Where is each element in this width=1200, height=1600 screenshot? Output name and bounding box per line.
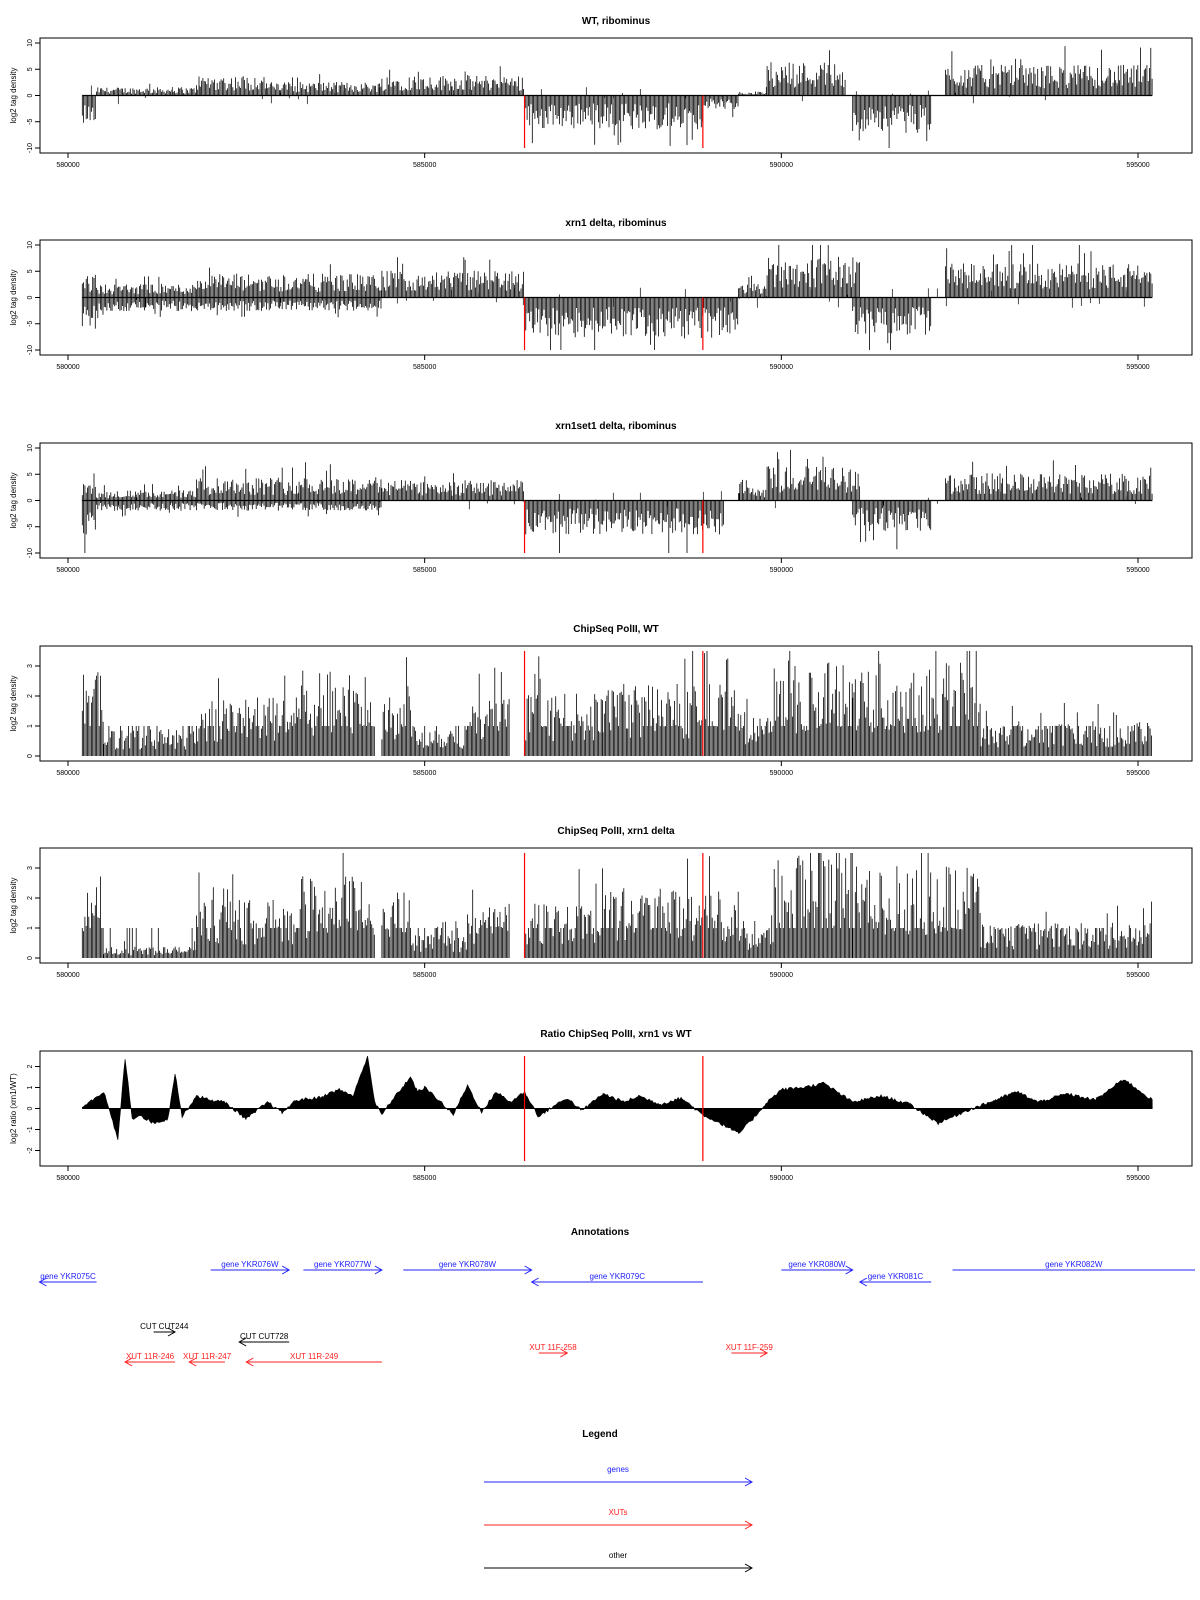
y-tick-label: 0	[27, 498, 34, 503]
x-tick-label: 580000	[56, 162, 80, 169]
y-tick-label: 10	[27, 39, 34, 47]
signal-segment	[196, 501, 381, 517]
x-tick-label: 595000	[1126, 567, 1150, 574]
feature-label: XUT 11R-246	[125, 1352, 175, 1361]
feature-label: gene YKR080W	[788, 1260, 846, 1269]
signal-segment	[82, 501, 95, 554]
y-tick-label: 0	[27, 754, 34, 758]
annotation-feature	[211, 1260, 289, 1274]
signal-segment	[97, 276, 196, 297]
y-tick-label: -5	[27, 320, 34, 327]
signal-segment	[196, 76, 266, 95]
signal-segment	[981, 703, 1151, 756]
y-tick-label: -10	[27, 142, 34, 154]
signal-segment	[767, 245, 859, 298]
x-tick-label: 580000	[56, 567, 80, 574]
signal-segment	[382, 66, 524, 95]
y-axis-label: log2 ratio (xrn1/WT)	[9, 1073, 18, 1144]
annotation-feature	[39, 1272, 96, 1286]
x-tick-label: 595000	[1126, 770, 1150, 777]
annotation-feature	[140, 1322, 189, 1336]
signal-segment	[739, 480, 766, 501]
y-tick-label: 1	[27, 926, 34, 930]
signal-bars	[82, 450, 1152, 553]
x-tick-label: 580000	[56, 972, 80, 979]
legend-label: genes	[607, 1465, 629, 1474]
legend-label: XUTs	[608, 1508, 628, 1517]
signal-segment	[525, 656, 603, 756]
annotation-feature	[403, 1260, 531, 1274]
signal-segment	[746, 915, 773, 958]
annotations-title: Annotations	[570, 1227, 630, 1238]
x-tick-label: 585000	[412, 162, 437, 169]
y-tick-label: 2	[27, 896, 34, 900]
chart-title: Ratio ChipSeq PolII, xrn1 vs WT	[540, 1029, 692, 1040]
signal-segment	[196, 873, 295, 959]
signal-segment	[97, 484, 196, 500]
y-tick-label: 0	[27, 93, 34, 98]
x-tick-label: 595000	[1126, 364, 1150, 371]
signal-segment	[296, 853, 374, 958]
signal-segment	[853, 298, 931, 351]
chart-panel	[9, 421, 1192, 574]
signal-segment	[739, 276, 766, 298]
signal-segment	[296, 671, 374, 756]
chart-title: xrn1 delta, ribominus	[565, 218, 667, 229]
annotation-feature	[860, 1272, 931, 1286]
y-tick-label: 2	[27, 694, 34, 698]
y-tick-label: 0	[27, 956, 34, 960]
y-tick-label: 0	[27, 1106, 34, 1111]
signal-segment	[410, 710, 466, 756]
annotations-panel	[39, 1227, 1195, 1366]
chart-panel	[9, 624, 1192, 777]
feature-label: gene YKR077W	[314, 1260, 372, 1269]
y-tick-label: 5	[27, 472, 34, 477]
signal-segment	[468, 890, 510, 958]
y-tick-label: -10	[27, 547, 34, 559]
signal-segment	[382, 473, 524, 500]
chart-panels	[9, 16, 1192, 1182]
y-tick-label: 2	[27, 1064, 34, 1069]
signal-segment	[853, 651, 980, 756]
signal-segment	[82, 275, 95, 298]
feature-label: gene YKR081C	[867, 1272, 924, 1281]
feature-label: CUT CUT728	[240, 1332, 289, 1341]
signal-segment	[410, 921, 466, 958]
feature-label: XUT 11R-249	[290, 1352, 339, 1361]
annotation-feature	[529, 1343, 577, 1357]
chart-title: xrn1set1 delta, ribominus	[555, 421, 677, 432]
y-tick-label: 10	[27, 444, 34, 452]
y-tick-label: 3	[27, 664, 34, 668]
chart-panel	[9, 826, 1192, 979]
signal-segment	[774, 651, 852, 756]
y-tick-label: 1	[27, 724, 34, 728]
x-tick-label: 590000	[769, 1175, 794, 1182]
y-tick-label: 1	[27, 1085, 34, 1090]
y-tick-label: 3	[27, 866, 34, 870]
signal-segment	[82, 473, 95, 500]
signal-segment	[981, 902, 1151, 958]
signal-segment	[382, 257, 524, 297]
signal-segment	[746, 699, 773, 756]
signal-segment	[196, 298, 381, 318]
annotation-feature	[953, 1260, 1195, 1270]
signal-segment	[945, 460, 1152, 500]
signal-segment	[196, 264, 381, 297]
legend-item	[484, 1551, 752, 1572]
signal-segment	[104, 726, 196, 756]
feature-label: XUT 11F-259	[725, 1343, 773, 1352]
feature-label: XUT 11F-258	[529, 1343, 577, 1352]
chart-panel	[9, 16, 1192, 169]
signal-segment	[603, 651, 745, 756]
signal-segment	[525, 868, 603, 958]
y-tick-label: 5	[27, 67, 34, 72]
annotation-feature	[246, 1352, 382, 1366]
signal-segment	[603, 856, 745, 958]
signal-segment	[525, 501, 724, 554]
annotation-feature	[726, 1343, 774, 1357]
signal-segment	[945, 46, 1152, 95]
x-tick-label: 585000	[412, 567, 437, 574]
x-tick-label: 580000	[56, 364, 80, 371]
legend-item	[484, 1465, 752, 1486]
signal-segment	[196, 462, 381, 500]
signal-segment	[525, 96, 703, 146]
signal-segment	[468, 668, 510, 756]
signal-segment	[853, 853, 980, 958]
legend-item	[484, 1508, 752, 1529]
signal-segment	[525, 298, 738, 351]
y-tick-label: -5	[27, 523, 34, 530]
feature-label: gene YKR078W	[438, 1260, 497, 1269]
annotation-feature	[532, 1272, 703, 1286]
signal-segment	[382, 893, 409, 958]
annotation-feature	[183, 1352, 232, 1366]
signal-segment	[104, 928, 196, 958]
signal-segment	[97, 84, 196, 96]
x-tick-label: 585000	[412, 1175, 437, 1182]
y-axis-label: log2 tag density	[9, 472, 18, 529]
signal-segment	[767, 450, 859, 501]
x-tick-label: 585000	[412, 364, 437, 371]
feature-label: gene YKR076W	[221, 1260, 279, 1269]
signal-segment	[82, 672, 103, 756]
y-axis-label: log2 tag density	[9, 269, 18, 326]
legend-label: other	[608, 1551, 628, 1560]
signal-segment	[382, 657, 409, 756]
y-axis-label: log2 tag density	[9, 675, 18, 732]
x-tick-label: 580000	[56, 1175, 80, 1182]
signal-bars	[82, 651, 1151, 756]
legend-panel	[484, 1429, 752, 1572]
signal-segment	[82, 298, 95, 329]
feature-label: XUT 11R-247	[183, 1352, 232, 1361]
feature-label: gene YKR082W	[1045, 1260, 1103, 1269]
signal-segment	[97, 501, 196, 517]
signal-segment	[268, 74, 381, 95]
y-tick-label: 5	[27, 269, 34, 274]
annotation-feature	[239, 1332, 289, 1346]
signal-segment	[853, 501, 931, 550]
chart-title: WT, ribominus	[581, 16, 651, 27]
signal-segment	[82, 96, 95, 123]
y-axis-label: log2 tag density	[9, 67, 18, 124]
feature-label: gene YKR075C	[40, 1272, 96, 1281]
y-tick-label: -10	[27, 344, 34, 356]
signal-segment	[196, 676, 295, 756]
x-tick-label: 595000	[1126, 162, 1150, 169]
signal-segment	[97, 298, 196, 319]
signal-segment	[703, 96, 738, 118]
x-tick-label: 590000	[769, 972, 794, 979]
x-tick-label: 595000	[1126, 972, 1150, 979]
y-tick-label: -1	[27, 1126, 34, 1133]
chart-panel	[9, 1029, 1192, 1182]
signal-segment	[774, 853, 852, 958]
signal-segment	[853, 96, 931, 149]
ratio-area	[82, 1056, 1152, 1140]
annotation-feature	[303, 1260, 381, 1274]
x-tick-label: 595000	[1126, 1175, 1150, 1182]
feature-label: CUT CUT244	[140, 1322, 189, 1331]
x-tick-label: 590000	[769, 364, 794, 371]
y-tick-label: 0	[27, 295, 34, 300]
annotation-items	[39, 1260, 1195, 1366]
x-tick-label: 590000	[769, 567, 794, 574]
x-tick-label: 585000	[412, 972, 437, 979]
signal-bars	[82, 853, 1151, 958]
chart-title: ChipSeq PolII, WT	[573, 624, 659, 635]
x-tick-label: 590000	[769, 770, 794, 777]
chart-panel	[9, 218, 1192, 371]
annotation-feature	[125, 1352, 175, 1366]
signal-bars	[82, 46, 1152, 148]
signal-segment	[82, 877, 103, 959]
x-tick-label: 585000	[412, 770, 437, 777]
y-tick-label: -2	[27, 1147, 34, 1154]
x-tick-label: 580000	[56, 770, 80, 777]
signal-segment	[767, 50, 845, 95]
legend-title: Legend	[582, 1429, 618, 1440]
legend-items	[484, 1465, 752, 1572]
y-tick-label: 10	[27, 241, 34, 249]
y-axis-label: log2 tag density	[9, 877, 18, 934]
chart-title: ChipSeq PolII, xrn1 delta	[557, 826, 675, 837]
signal-segment	[945, 245, 1152, 298]
annotation-feature	[781, 1260, 852, 1274]
feature-label: gene YKR079C	[589, 1272, 645, 1281]
y-tick-label: -5	[27, 118, 34, 125]
x-tick-label: 590000	[769, 162, 794, 169]
